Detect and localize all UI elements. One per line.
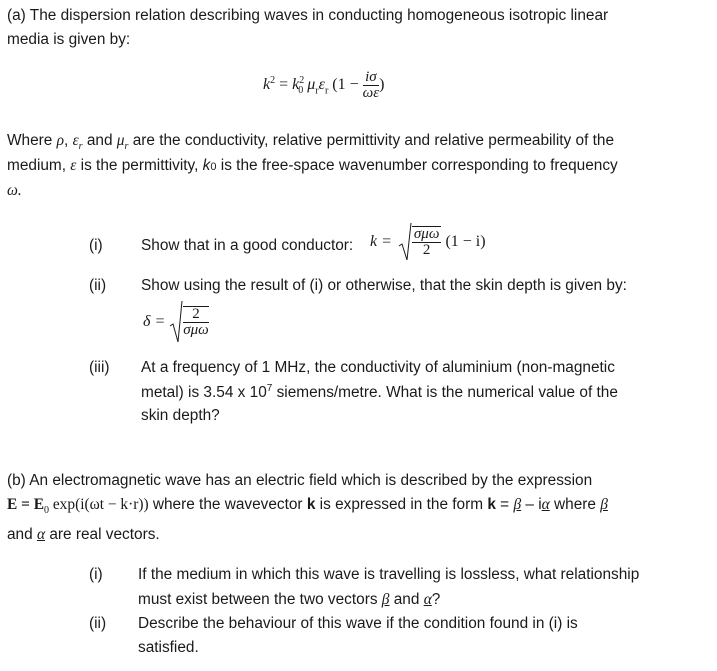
where-line1: Where ρ, $\varepsilon_r$ and $\mu_r$ are the conductivity, relative permittivity and relative permeability of the	[7, 132, 615, 153]
part-a-intro-line2: media is given by:	[7, 31, 131, 48]
item-b-ii-number: (ii)	[89, 615, 107, 632]
item-b-i-line1: If the medium in which this wave is travelling is lossless, what relationship	[138, 566, 640, 583]
good-conductor-equation: k = $\frac{\text{σμω}}{2}$ (1 − i)	[370, 222, 486, 262]
skin-depth-equation: δ = $\frac{2}{\text{σμω}}$	[143, 300, 209, 344]
item-b-ii-line1: Describe the behaviour of this wave if the condition found in (i) is	[138, 615, 578, 632]
item-a-iii-line2: metal) is 3.54 x $10^7$ siemens/metre. What is the numerical value of the	[141, 383, 618, 402]
item-a-iii-line1: At a frequency of 1 MHz, the conductivity of aluminium (non-magnetic	[141, 359, 615, 376]
item-a-ii-number: (ii)	[89, 277, 107, 294]
item-a-i-number: (i)	[89, 237, 103, 254]
part-a-intro-line1: (a) The dispersion relation describing waves in conducting homogeneous isotropic linear	[7, 7, 609, 24]
item-b-i-number: (i)	[89, 566, 103, 583]
part-b-intro-line1: (b) An electromagnetic wave has an electric field which is described by the expression	[7, 472, 593, 489]
part-b-intro-line3: and α are real vectors.	[7, 526, 160, 543]
dispersion-equation: $k^2 = k^2_0$ $\mu_r\varepsilon_r$ (1 − $\frac{i\sigma}{\omega\varepsilon}$ )	[263, 69, 385, 101]
item-b-i-line2: must exist between the two vectors β and α?	[138, 591, 441, 608]
item-b-ii-line2: satisfied.	[138, 639, 199, 656]
item-a-ii-text: Show using the result of (i) or otherwise, that the skin depth is given by:	[141, 277, 627, 294]
part-b-intro-line2: $E = E_0$ exp(i(ωt − k·r)) where the wavevector k is expressed in the form k = β – iα where β	[7, 496, 608, 517]
item-a-i-text: Show that in a good conductor:	[141, 237, 354, 254]
where-line2: medium, ε is the permittivity, k0 is the free-space wavenumber corresponding to frequency	[7, 157, 618, 174]
where-line3: ω.	[7, 182, 22, 199]
item-a-iii-number: (iii)	[89, 359, 110, 376]
item-a-iii-line3: skin depth?	[141, 407, 220, 424]
sqrt-sign-i	[398, 222, 412, 262]
sqrt-sign-ii	[169, 300, 183, 344]
